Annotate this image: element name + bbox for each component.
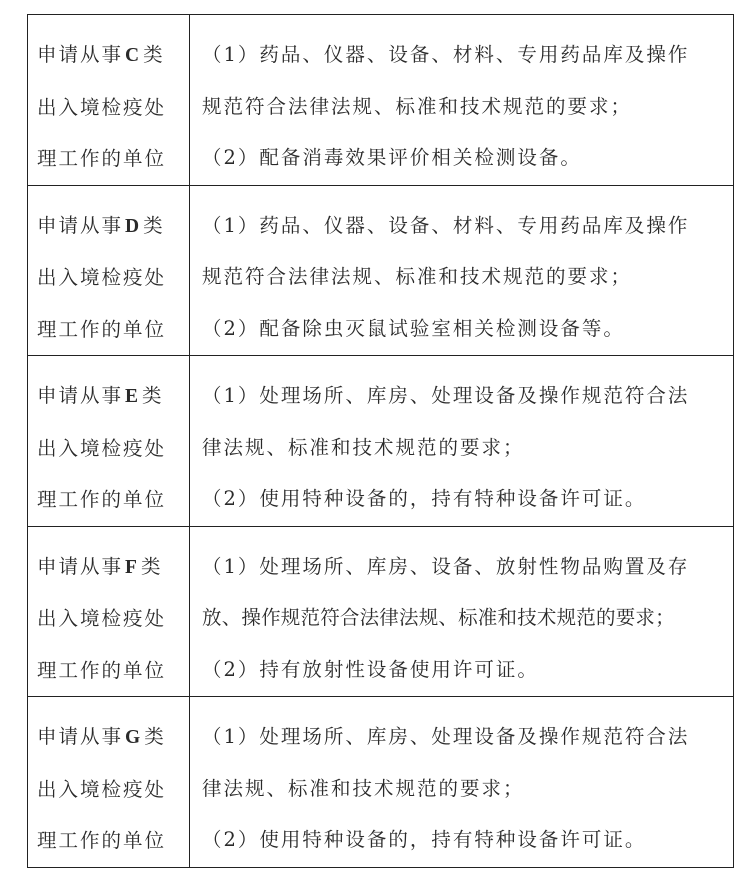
table-row — [28, 697, 734, 868]
table-row — [28, 185, 734, 356]
requirements-cell — [190, 356, 734, 527]
unit-type-cell — [28, 526, 190, 697]
unit-label-line3: 理工作的单位 — [37, 488, 167, 511]
requirements-cell — [190, 185, 734, 356]
unit-type-cell — [28, 185, 190, 356]
requirements-table — [27, 14, 734, 868]
requirement-line: （2）配备消毒效果评价相关检测设备。 — [202, 146, 582, 169]
unit-label-prefix: 申请从事 — [37, 725, 124, 748]
unit-type-cell — [28, 15, 190, 186]
unit-label-suffix: 类 — [144, 725, 166, 748]
unit-label-prefix: 申请从事 — [37, 43, 124, 66]
unit-label-line2: 出入境检疫处 — [37, 266, 167, 289]
requirement-line: （2）配备除虫灭鼠试验室相关检测设备等。 — [202, 316, 625, 340]
unit-label-suffix: 类 — [142, 384, 164, 407]
unit-label-prefix: 申请从事 — [37, 384, 124, 407]
requirement-line: （2）使用特种设备的，持有特种设备许可证。 — [202, 487, 647, 510]
unit-label-line2: 出入境检疫处 — [37, 607, 167, 630]
requirement-line: （1）药品、仪器、设备、材料、专用药品库及操作 — [202, 213, 690, 237]
requirement-line: 律法规、标准和技术规范的要求； — [202, 435, 525, 459]
requirements-cell — [190, 15, 734, 186]
unit-label-line3: 理工作的单位 — [37, 658, 167, 682]
unit-label-line3: 理工作的单位 — [37, 147, 167, 170]
unit-class-letter: C — [125, 45, 142, 66]
unit-class-letter: G — [125, 727, 143, 748]
unit-class-letter: D — [125, 215, 142, 237]
unit-label-line3: 理工作的单位 — [37, 317, 167, 341]
unit-label-line3: 理工作的单位 — [37, 829, 167, 852]
unit-type-cell — [28, 356, 190, 527]
unit-class-letter: F — [125, 556, 139, 578]
requirement-line: （2）持有放射性设备使用许可证。 — [202, 657, 539, 681]
requirement-line: 规范符合法律法规、标准和技术规范的要求； — [202, 265, 633, 288]
unit-label-line2: 出入境检疫处 — [37, 95, 167, 119]
requirements-cell — [190, 526, 734, 697]
requirement-line: 规范符合法律法规、标准和技术规范的要求； — [202, 94, 633, 118]
unit-type-cell — [28, 697, 190, 868]
requirement-line: 律法规、标准和技术规范的要求； — [202, 776, 525, 800]
requirement-line: （1）处理场所、库房、处理设备及操作规范符合法 — [202, 725, 690, 748]
unit-label-suffix: 类 — [143, 213, 165, 237]
unit-label-line2: 出入境检疫处 — [37, 777, 167, 801]
unit-label-suffix: 类 — [140, 554, 163, 578]
requirement-line: （1）处理场所、库房、处理设备及操作规范符合法 — [202, 384, 690, 407]
unit-label-prefix: 申请从事 — [37, 554, 124, 578]
table-row — [28, 356, 734, 527]
table-row — [28, 526, 734, 697]
unit-class-letter: E — [125, 386, 141, 407]
requirement-line: （2）使用特种设备的，持有特种设备许可证。 — [202, 828, 647, 851]
requirement-line: （1）药品、仪器、设备、材料、专用药品库及操作 — [202, 43, 690, 66]
unit-label-line2: 出入境检疫处 — [37, 436, 167, 460]
unit-label-suffix: 类 — [143, 43, 165, 66]
table-row — [28, 15, 734, 186]
requirements-cell — [190, 697, 734, 868]
requirement-line: （1）处理场所、库房、设备、放射性物品购置及存 — [202, 554, 690, 578]
requirement-line: 放、操作规范符合法律法规、标准和技术规范的要求； — [202, 606, 675, 629]
unit-label-prefix: 申请从事 — [37, 213, 124, 237]
